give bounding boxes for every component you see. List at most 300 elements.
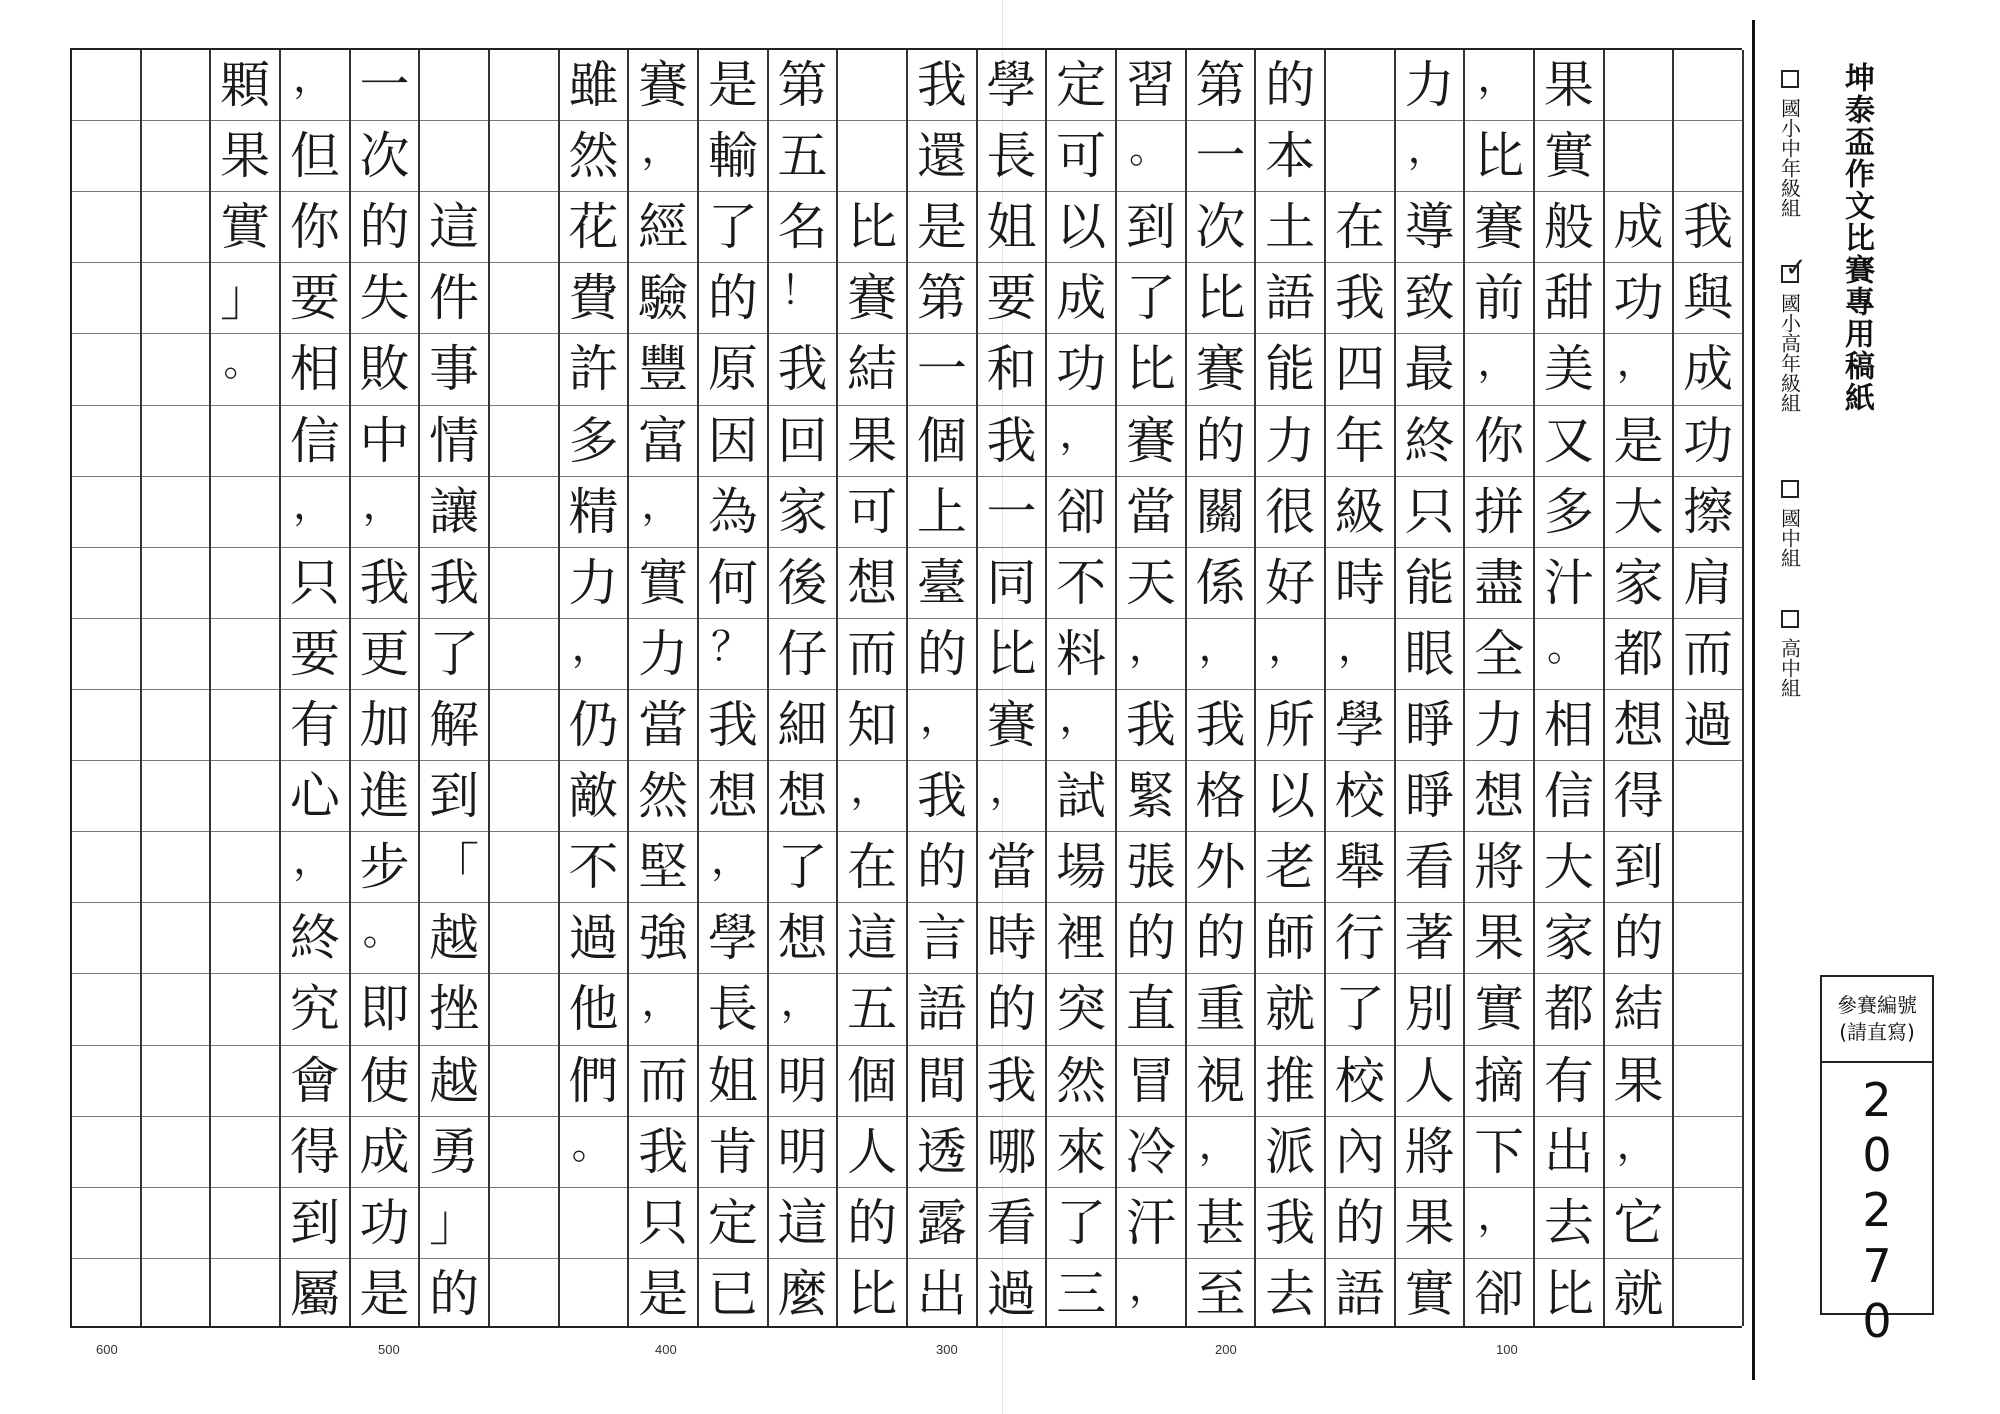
handwritten-char: ， (850, 766, 891, 813)
category-option[interactable] (1760, 610, 1820, 698)
grid-cell (699, 903, 767, 974)
grid-cell (1047, 832, 1115, 903)
handwritten-char: 比 (847, 198, 898, 257)
handwritten-char: 它 (1613, 1193, 1664, 1252)
grid-cell (560, 832, 628, 903)
grid-cell (1256, 477, 1324, 548)
grid-cell (1396, 121, 1464, 192)
grid-cell (1535, 406, 1603, 477)
grid-cell (1256, 832, 1324, 903)
handwritten-char: 經 (638, 198, 689, 257)
handwritten-char: 出 (916, 1265, 967, 1324)
handwritten-char: ， (1198, 1121, 1239, 1168)
handwritten-char: 的 (429, 1265, 480, 1324)
grid-cell (281, 263, 349, 334)
handwritten-char: 「 (429, 838, 480, 897)
grid-cell (1465, 690, 1533, 761)
grid-cell (351, 690, 419, 761)
handwritten-char: 成 (1683, 340, 1734, 399)
handwritten-char: 五 (777, 127, 828, 186)
grid-cell (281, 619, 349, 690)
handwritten-char: ， (293, 481, 333, 528)
grid-cell (281, 1046, 349, 1117)
handwritten-char: 知 (847, 696, 898, 755)
handwritten-char: 比 (1125, 340, 1176, 399)
grid-cell (629, 406, 697, 477)
handwritten-char: 會 (289, 1051, 340, 1110)
grid-cell (699, 406, 767, 477)
grid-cell (1187, 761, 1255, 832)
handwritten-char: 與 (1683, 269, 1734, 328)
handwritten-char: 情 (429, 411, 480, 470)
grid-cell (1187, 1188, 1255, 1259)
handwritten-char: 事 (429, 340, 480, 399)
character-count-label: 500 (378, 1342, 400, 1357)
grid-cell (699, 1046, 767, 1117)
grid-cell (351, 334, 419, 405)
handwritten-char: 要 (289, 269, 340, 328)
handwritten-char: 在 (1334, 198, 1385, 257)
grid-cell (908, 1046, 976, 1117)
grid-cell (1535, 548, 1603, 619)
handwritten-char: 賽 (986, 696, 1037, 755)
handwritten-char: 麼 (777, 1265, 828, 1324)
handwritten-char: 全 (1474, 624, 1525, 683)
handwritten-char: 我 (986, 1051, 1037, 1110)
grid-cell (1326, 477, 1394, 548)
handwritten-char: 輸 (707, 127, 758, 186)
grid-cell (1256, 1259, 1324, 1330)
grid-cell (560, 50, 628, 121)
handwritten-char: 成 (1056, 269, 1107, 328)
handwritten-char: 家 (777, 482, 828, 541)
grid-cell (281, 50, 349, 121)
grid-cell (351, 1117, 419, 1188)
grid-cell (1047, 548, 1115, 619)
grid-cell (838, 903, 906, 974)
grid-cell (351, 619, 419, 690)
handwritten-char: 級 (1334, 482, 1385, 541)
grid-cell (1047, 192, 1115, 263)
grid-cell (908, 263, 976, 334)
grid-cell (1047, 477, 1115, 548)
grid-cell (211, 1046, 279, 1117)
handwritten-char: 般 (1543, 198, 1594, 257)
handwritten-char: 學 (1334, 696, 1385, 755)
category-option-label: 國中組 (1777, 508, 1802, 568)
grid-cell (699, 832, 767, 903)
grid-cell (281, 761, 349, 832)
grid-cell (351, 548, 419, 619)
grid-cell (142, 50, 210, 121)
handwritten-char: 汁 (1543, 553, 1594, 612)
grid-cell (1605, 1259, 1673, 1330)
grid-cell (908, 1117, 976, 1188)
grid-cell (699, 263, 767, 334)
handwritten-char: ， (641, 126, 682, 173)
grid-cell (1465, 334, 1533, 405)
handwritten-char: 終 (1404, 411, 1455, 470)
grid-cell (1605, 761, 1673, 832)
grid-cell (1396, 263, 1464, 334)
grid-cell (351, 1259, 419, 1330)
grid-cell (1535, 50, 1603, 121)
handwritten-char: 仍 (568, 696, 619, 755)
handwritten-char: ， (920, 695, 960, 741)
grid-cell (420, 1046, 488, 1117)
handwritten-char: 視 (1195, 1051, 1246, 1110)
grid-cell (560, 903, 628, 974)
grid-cell (351, 192, 419, 263)
grid-cell (1674, 406, 1742, 477)
grid-cell (72, 832, 140, 903)
category-option[interactable] (1760, 70, 1820, 218)
header-panel (1760, 40, 2000, 1370)
handwritten-char: 一 (1195, 127, 1246, 186)
margin-divider (1752, 20, 1755, 1380)
handwritten-char: 盡 (1474, 553, 1525, 612)
handwritten-char: 著 (1404, 909, 1455, 968)
grid-cell (978, 548, 1046, 619)
grid-cell (908, 690, 976, 761)
grid-cell (1117, 761, 1185, 832)
handwritten-char: ， (1129, 1263, 1169, 1310)
handwritten-char: 敗 (359, 340, 410, 399)
grid-cell (1326, 1046, 1394, 1117)
grid-cell (1326, 761, 1394, 832)
grid-cell (211, 263, 279, 334)
handwritten-char: 就 (1265, 980, 1316, 1039)
grid-cell (1535, 974, 1603, 1045)
grid-cell (420, 1259, 488, 1330)
grid-cell (1535, 1117, 1603, 1188)
grid-cell (1465, 548, 1533, 619)
grid-cell (1256, 121, 1324, 192)
grid-cell (908, 548, 976, 619)
grid-column (769, 50, 839, 1326)
grid-cell (769, 334, 837, 405)
grid-cell (1396, 406, 1464, 477)
grid-cell (142, 1188, 210, 1259)
grid-column (1396, 50, 1466, 1326)
handwritten-char: 肩 (1683, 553, 1734, 612)
grid-cell (1396, 50, 1464, 121)
handwritten-char: ， (711, 837, 751, 884)
handwritten-char: 強 (638, 909, 689, 968)
grid-column (281, 50, 351, 1326)
grid-cell (1396, 690, 1464, 761)
grid-cell (838, 50, 906, 121)
entry-number-digit: 2 (1862, 1073, 1892, 1127)
grid-cell (1117, 1259, 1185, 1330)
contest-title: 坤泰盃作文比賽專用稿紙 (1839, 62, 1874, 414)
handwritten-char: 勇 (429, 1122, 480, 1181)
grid-cell (908, 477, 976, 548)
grid-column (420, 50, 490, 1326)
handwritten-char: 老 (1265, 838, 1316, 897)
handwritten-char: 是 (638, 1265, 689, 1324)
grid-column (72, 50, 142, 1326)
handwritten-char: 你 (289, 198, 340, 257)
handwritten-char: 功 (1683, 411, 1734, 470)
grid-cell (1256, 690, 1324, 761)
grid-cell (769, 832, 837, 903)
handwritten-char: 長 (707, 980, 758, 1039)
grid-column (490, 50, 560, 1326)
grid-cell (420, 406, 488, 477)
handwritten-char: 我 (986, 411, 1037, 470)
grid-cell (1117, 50, 1185, 121)
grid-cell (420, 192, 488, 263)
grid-column (908, 50, 978, 1326)
grid-cell (1465, 1259, 1533, 1330)
grid-cell (908, 1259, 976, 1330)
grid-cell (1256, 1117, 1324, 1188)
grid-cell (1047, 50, 1115, 121)
handwritten-char: ， (1477, 55, 1518, 101)
handwritten-char: 比 (1474, 127, 1525, 186)
handwritten-char: 哪 (986, 1122, 1037, 1181)
grid-cell (560, 192, 628, 263)
handwritten-char: 眼 (1404, 624, 1455, 683)
grid-cell (1535, 477, 1603, 548)
handwritten-char: 都 (1613, 624, 1664, 683)
grid-cell (1465, 263, 1533, 334)
grid-cell (629, 619, 697, 690)
handwritten-char: 我 (1125, 696, 1176, 755)
grid-cell (1605, 50, 1673, 121)
grid-cell (1396, 192, 1464, 263)
handwritten-char: 我 (916, 767, 967, 826)
grid-cell (490, 406, 558, 477)
grid-cell (699, 690, 767, 761)
grid-cell (1396, 761, 1464, 832)
handwritten-char: 賽 (638, 56, 689, 115)
grid-cell (281, 192, 349, 263)
handwritten-char: 豐 (638, 340, 689, 399)
handwritten-char: 學 (986, 56, 1037, 115)
handwritten-char: 了 (1334, 980, 1385, 1039)
grid-cell (1187, 1259, 1255, 1330)
handwritten-char: 裡 (1056, 909, 1107, 968)
grid-cell (769, 1259, 837, 1330)
handwritten-char: 我 (1195, 696, 1246, 755)
grid-cell (1605, 619, 1673, 690)
handwritten-char: 明 (777, 1051, 828, 1110)
grid-cell (1605, 406, 1673, 477)
grid-cell (420, 1117, 488, 1188)
handwritten-char: 時 (1334, 553, 1385, 612)
handwritten-char: 果 (1404, 1193, 1455, 1252)
handwritten-char: ， (780, 979, 821, 1026)
handwritten-char: 了 (1056, 1193, 1107, 1252)
handwritten-char: 關 (1195, 482, 1246, 541)
handwritten-char: 姐 (986, 198, 1037, 257)
handwritten-char: 件 (429, 269, 480, 328)
handwritten-char: 的 (1195, 909, 1246, 968)
grid-cell (1605, 1046, 1673, 1117)
handwritten-char: 的 (1334, 1193, 1385, 1252)
handwritten-char: 姐 (707, 1051, 758, 1110)
checkbox-icon[interactable] (1781, 610, 1799, 628)
handwritten-char: 果 (1474, 909, 1525, 968)
grid-cell (1674, 548, 1742, 619)
category-option[interactable] (1760, 480, 1820, 568)
handwritten-char: 力 (568, 553, 619, 612)
handwritten-char: 的 (707, 269, 758, 328)
checkbox-icon[interactable] (1781, 480, 1799, 498)
handwritten-char: 肯 (707, 1122, 758, 1181)
character-count-label: 100 (1496, 1342, 1518, 1357)
grid-cell (908, 761, 976, 832)
grid-cell (908, 334, 976, 405)
handwritten-char: 試 (1056, 767, 1107, 826)
handwritten-char: 加 (359, 696, 410, 755)
grid-cell (978, 406, 1046, 477)
grid-cell (211, 406, 279, 477)
handwritten-char: 實 (220, 198, 271, 257)
handwritten-char: 了 (429, 624, 480, 683)
grid-cell (629, 121, 697, 192)
grid-cell (211, 192, 279, 263)
handwritten-char: 次 (1195, 198, 1246, 257)
handwritten-char: 至 (1195, 1265, 1246, 1324)
category-option[interactable] (1760, 265, 1820, 413)
grid-cell (629, 1046, 697, 1117)
handwritten-char: 實 (1474, 980, 1525, 1039)
handwritten-char: 實 (1543, 127, 1594, 186)
grid-cell (142, 121, 210, 192)
handwritten-char: 得 (1613, 767, 1664, 826)
grid-cell (490, 548, 558, 619)
grid-cell (1187, 334, 1255, 405)
grid-cell (72, 334, 140, 405)
handwritten-char: 他 (568, 980, 619, 1039)
grid-cell (908, 1188, 976, 1259)
handwritten-char: 但 (289, 127, 340, 186)
character-count-label: 200 (1215, 1342, 1237, 1357)
handwritten-char: ， (1268, 623, 1309, 670)
entry-number-digit: 0 (1862, 1293, 1892, 1348)
checkbox-icon[interactable] (1781, 70, 1799, 88)
grid-cell (1047, 903, 1115, 974)
grid-cell (351, 903, 419, 974)
handwritten-char: 了 (777, 838, 828, 897)
grid-cell (560, 548, 628, 619)
handwritten-char: 校 (1334, 767, 1385, 826)
grid-cell (769, 50, 837, 121)
character-count-label: 300 (936, 1342, 958, 1357)
grid-cell (490, 832, 558, 903)
grid-cell (1326, 406, 1394, 477)
handwritten-char: ， (1407, 126, 1448, 173)
grid-cell (978, 263, 1046, 334)
handwritten-char: 回 (777, 411, 828, 470)
grid-cell (211, 1117, 279, 1188)
grid-cell (560, 619, 628, 690)
grid-cell (1465, 477, 1533, 548)
grid-cell (1187, 192, 1255, 263)
grid-cell (420, 121, 488, 192)
handwritten-char: 師 (1265, 909, 1316, 968)
grid-cell (1047, 974, 1115, 1045)
grid-cell (1674, 192, 1742, 263)
grid-cell (978, 334, 1046, 405)
grid-cell (769, 192, 837, 263)
handwritten-char: 最 (1404, 340, 1455, 399)
grid-cell (1535, 121, 1603, 192)
grid-cell (699, 1259, 767, 1330)
grid-cell (72, 477, 140, 548)
grid-cell (1535, 761, 1603, 832)
grid-cell (1674, 263, 1742, 334)
grid-cell (211, 619, 279, 690)
grid-cell (1465, 1188, 1533, 1259)
handwritten-char: 而 (1683, 624, 1734, 683)
handwritten-char: 很 (1265, 482, 1316, 541)
handwritten-char: 有 (1543, 1051, 1594, 1110)
grid-cell (1326, 50, 1394, 121)
handwritten-char: 讓 (429, 482, 480, 541)
entry-number-label (1822, 977, 1932, 1063)
grid-cell (699, 334, 767, 405)
handwritten-char: 看 (986, 1193, 1037, 1252)
grid-cell (1117, 192, 1185, 263)
grid-cell (211, 334, 279, 405)
grid-cell (769, 690, 837, 761)
grid-cell (72, 974, 140, 1045)
grid-cell (72, 690, 140, 761)
handwritten-char: 一 (359, 56, 410, 115)
grid-cell (560, 761, 628, 832)
handwritten-char: 不 (1056, 553, 1107, 612)
grid-cell (629, 50, 697, 121)
grid-cell (769, 974, 837, 1045)
grid-cell (1535, 1046, 1603, 1117)
grid-cell (72, 1188, 140, 1259)
grid-cell (490, 334, 558, 405)
grid-cell (490, 619, 558, 690)
grid-cell (211, 1188, 279, 1259)
handwritten-char: ， (571, 623, 612, 670)
handwritten-char: 到 (1125, 198, 1176, 257)
grid-cell (1605, 974, 1673, 1045)
handwritten-char: 下 (1474, 1122, 1525, 1181)
handwritten-char: 能 (1265, 340, 1316, 399)
grid-cell (420, 263, 488, 334)
handwritten-char: 個 (847, 1051, 898, 1110)
checked-box-icon[interactable] (1781, 265, 1799, 283)
grid-cell (420, 1188, 488, 1259)
handwritten-char: 上 (916, 482, 967, 541)
handwritten-char: 五 (847, 980, 898, 1039)
handwritten-char: 明 (777, 1122, 828, 1181)
handwritten-char: 派 (1265, 1122, 1316, 1181)
handwritten-char: 想 (777, 767, 828, 826)
grid-cell (1674, 334, 1742, 405)
grid-cell (1256, 192, 1324, 263)
handwritten-char: 只 (638, 1193, 689, 1252)
handwritten-char: 定 (1056, 56, 1107, 115)
grid-cell (978, 761, 1046, 832)
handwritten-char: 多 (1543, 482, 1594, 541)
grid-cell (1326, 1188, 1394, 1259)
grid-cell (351, 50, 419, 121)
grid-cell (142, 263, 210, 334)
handwritten-char: 我 (1265, 1193, 1316, 1252)
grid-cell (1535, 619, 1603, 690)
handwritten-char: 卻 (1474, 1265, 1525, 1324)
